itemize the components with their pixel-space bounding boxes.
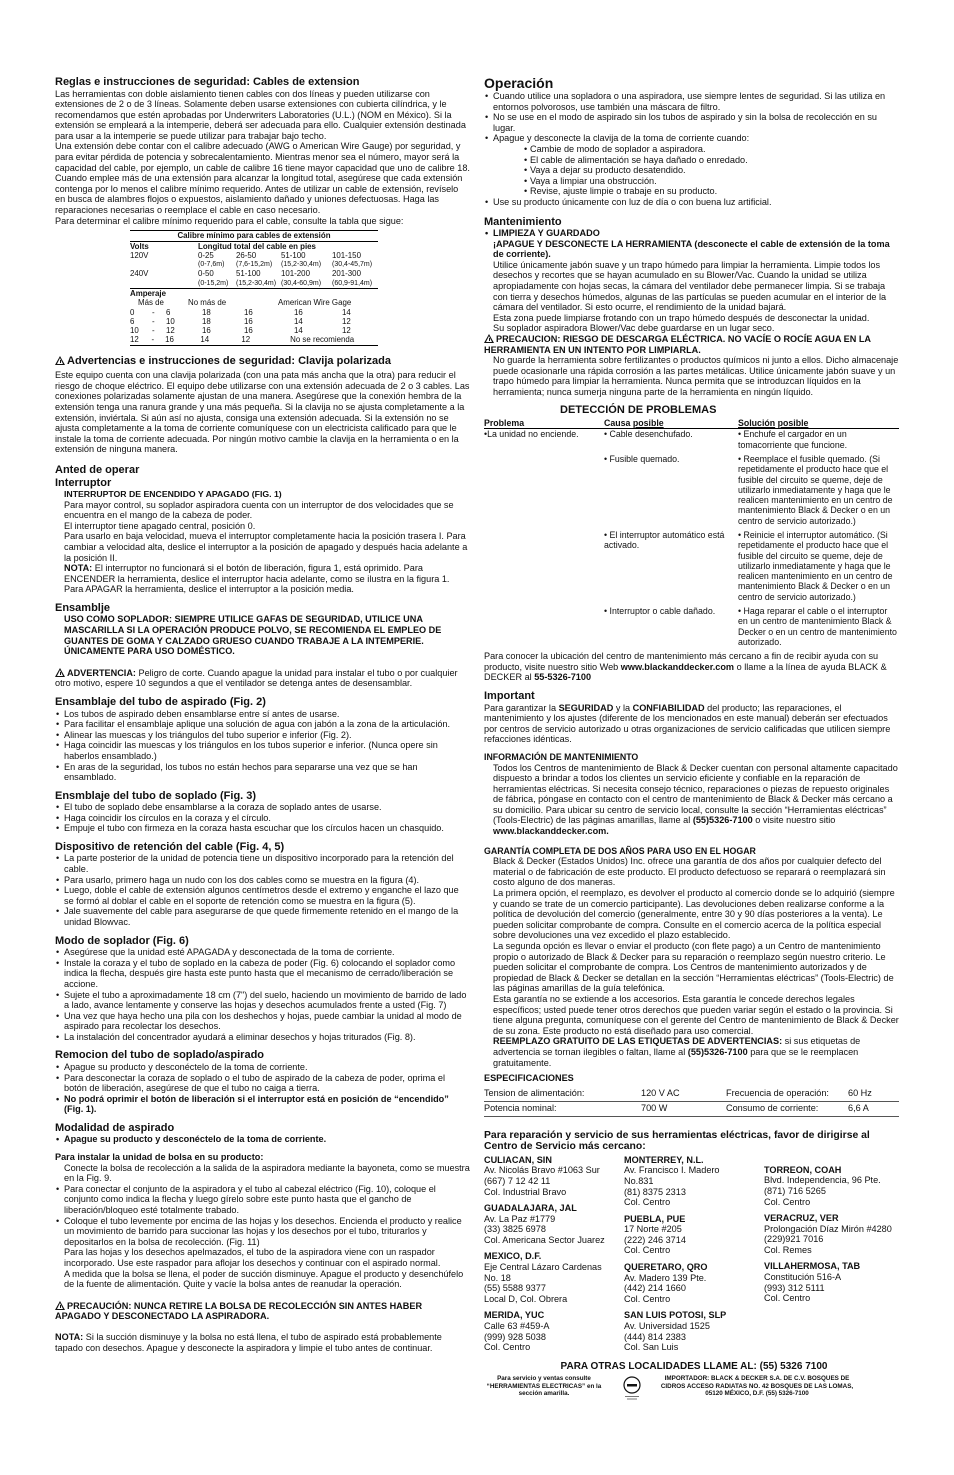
operation-sublist [484,144,899,197]
service-center-city: MONTERREY, N.L. [624,1154,704,1165]
website-link[interactable]: www.blackanddecker.com. [493,826,609,837]
blower-tube-list [55,802,470,834]
list-item: • Cuando utilice una sopladora o una aspiradora, use siempre lentes de seguridad. Si las utiliza en entornos polvorosos, use también una máscara de filtro. [484,91,899,112]
list-item: • Asegúrese que la unidad esté APAGADA y desconectada de la toma de corriente. [55,947,470,958]
warning-icon [55,1301,65,1310]
polarized-plug-paragraph: Este equipo cuenta con una clavija polarizada (con una pata más ancha que la otra) para reducir el riesgo de choque eléctrico. El equipo debe utilizarse con una extensión adecuada de 2 o 3 cables. Las conexiones polarizadas solamente ajustan de una manera. Asegúrese que la conexión hembra de la extensión tenga una ranura grande y una más pequeña. Si la clavija no se ajusta completamente a la extensión, inviértala. Si aún así no ajusta, consiga una extensión adecuada. Si la extensión no se ajusta completamente a la toma de corriente comuníquese con un electricista calificado para que le instale la toma de corriente adecuada. Por ningún motivo cambie la clavija en la herramienta o en la extensión de ninguna manera. [55,370,470,455]
left-column [55,76,470,1353]
operation-list [484,91,899,144]
service-center-city: MEXICO, D.F. [484,1251,542,1262]
service-center-column: TORREON, COAH Blvd. Independencia, 96 Pte. (871) 716 5265 Col. Centro VERACRUZ, VER Prolongación Díaz Mirón #4280 (229)921 7016 Col. Remes VILLAHERMOSA, TAB Constitución 516-A (993) 312 5111 Col. Centro [764,1155,899,1353]
gauge-length-label: Longitud total del cable en pies [198,241,316,251]
troubleshooting-table [484,418,899,647]
gauge-amp-row: 12 - 16 14 12 No se recomienda [130,335,355,345]
maintenance-paragraph-1: Utilice únicamente jabón suave y un trapo húmedo para limpiar la herramienta. Limpie todos los desechos y recortes que se hayan acumulado en su Blower/Vac. Cuando la unidad se utiliza apropiadamente con hojas secas, la cámara del ventilador debe permanecer limpia. Si se trabaja con tierra y desechos húmedos, algunas de las partículas se pueden acumular en el interior de la cámara del ventilador. Si esto ocurre, el rendimiento de la unidad bajará. [493,259,887,313]
list-item: • Para conectar el conjunto de la aspiradora y el tubo al cabezal eléctrico (Fig. 10), coloque el conjunto como indica la flecha y luego gírelo sobre este punto hasta que el gancho de liberación/bloqueo esté totalmente trabado. [55,1184,470,1216]
other-locations-call: PARA OTRAS LOCALIDADES LLAME AL: (55) 5326 7100 [560,1361,828,1372]
nom-logo-icon [612,1375,652,1404]
gauge-row: (0-15,2m) (15,2-30,4m) (30,4-60,9m) (60,9-91,4m) [198,279,373,287]
assembly-title: Ensamblje [55,601,111,614]
list-item: • No se use en el modo de aspirado sin los tubos de aspirado y sin la bolsa de recolección en su lugar. [484,112,899,133]
maintenance-caution: PRECAUCION: RIESGO DE DESCARGA ELÉCTRICA. NO VACÍE O ROCÍE AGUA EN LA HERRAMIENTA EN UN INTENTO POR LIMPIARLA. [484,333,871,355]
operation-title: Operación [484,75,554,91]
footer [484,1355,904,1404]
list-item: • Instale la coraza y el tubo de soplado en la cabeza de poder (Fig. 6) colocando el soplador como indica la flecha, después gire hasta este punto hasta que el mecanismo de cerrado/liberación se accione. [55,958,470,990]
gauge-amp-row: 0 - 6 18 16 16 14 [130,307,351,317]
switch-subtitle: INTERRUPTOR DE ENCENDIDO Y APAGADO (FIG. 1) [64,489,282,500]
bag-install-paragraph-1: Conecte la bolsa de recolección a la salida de la aspiradora mediante la bayoneta, como se muestra en la Fig. 9. [64,1162,470,1184]
switch-paragraph-2: El interruptor tiene apagado central, posición 0. [64,520,256,531]
service-location-paragraph: Para conocer la ubicación del centro de mantenimiento más cercano a fin de recibir ayuda con su producto, visite nuestro sitio Web www.blackanddecker.com o llame a la línea de ayuda BLACK & DECKER al 55-5326-7100 [484,651,887,683]
list-item: • Una vez que haya hecho una pila con los deshechos y hojas, puede cambiar la unidad al modo de aspirado para recolectar los desechos. [55,1011,470,1032]
cord-retention-title: Dispositivo de retención del cable (Fig. 4, 5) [55,840,285,853]
service-center-city: GUADALAJARA, JAL [484,1203,577,1214]
blower-mode-list [55,947,470,1042]
service-center-city: SAN LUIS POTOSI, SLP [624,1310,727,1321]
service-center-city: TORREON, COAH [764,1164,842,1175]
switch-paragraph-3: Para usarlo en baja velocidad, mueva el interruptor completamente hacia la posición trasera I. Para cambiar a velocidad alta, deslice el interruptor a la posición de apagado y después hacia adelante a la posición II. [64,531,468,563]
list-item: • Apague su producto y desconéctelo de la toma de corriente. [55,1134,470,1145]
extension-cord-paragraph-3: Para determinar el calibre mínimo requerido para el cable, consulte la tabla que sigue: [55,215,404,226]
list-item: • Alinear las muescas y los triángulos del tubo superior e inferior (Fig. 2). [55,730,470,741]
list-item: • Luego, doble el cable de extensión algunos centímetros desde el extremo y enganche el lazo que se formó al doblar el cable en el soporte de retención como se muestra en la figura (5). [55,885,470,906]
before-operating-title: Anted de operar [55,464,140,477]
vacuum-tube-list [55,709,470,783]
service-center-column: MONTERREY, N.L. Av. Francisco I. Madero No.831 (81) 8375 2313 Col. Centro PUEBLA, PUE 17 Norte #205 (222) 246 3714 Col. Centro QUERETARO, QRO Av. Madero 139 Pte. (442) 214 1660 Col. Centro SAN LUIS POTOSI, SLP Av. Universidad 1525 (444) 814 2383 Col. San Luis [624,1155,764,1353]
list-item: • Para desconectar la coraza de soplado o el tubo de aspirado de la cabeza de poder, oprima el botón de liberación, asegúrese de que el tubo no caiga a tierra. [55,1073,470,1094]
service-centers-title: Para reparación y servicio de sus herramientas eléctricas, favor de dirigirse al Centro de Servicio más cercano: [484,1129,870,1153]
list-item: • Para usarlo, primero haga un nudo con los dos cables como se muestra en la figura (4). [55,875,470,886]
list-item: • Jale suavemente del cable para asegurarse de que quede firmemente retenido en el mango de la unidad Blowvac. [55,906,470,927]
service-center-city: QUERETARO, QRO [624,1262,708,1273]
table-row: Potencia nominal: 700 W Consumo de corriente: 6,6 A [484,1102,899,1117]
maintenance-subtitle: • LIMPIEZA Y GUARDADO [484,228,899,239]
blower-tube-title: Ensmblaje del tubo de soplado (Fig. 3) [55,789,257,802]
warning-icon [55,356,65,365]
warranty-title: GARANTÍA COMPLETA DE DOS AÑOS PARA USO EN EL HOGAR [484,845,756,856]
yellow-pages-note: Para servicio y ventas consulte “HERRAMIENTAS ELECTRICAS” en la sección amarilla. [486,1375,602,1397]
warranty-paragraph-2: La primera opción, el reemplazo, es devolver el producto al comercio donde se lo adquirió (siempre y cuando se trate de un comercio participante). Las devoluciones deben realizarse conforme a la política de devolución del comercio (generalmente, entre 30 y 90 días posteriores a la venta). Le pueden solicitar comprobante de compra. Consulte en el comercio acerca de la política especial sobre devoluciones una vez excedido el plazo establecido. [493,888,895,941]
extension-cord-paragraph-2: Una extensión debe contar con el calibre adecuado (AWG o American Wire Gauge) por seguridad, y para evitar pérdida de potencia y sobrecalentamiento. Mientras menor sea el número, mayor será la capacidad del cable, por ejemplo, un cable de calibre 16 tiene mayor capacidad que uno de calibre 18. Cuando emplee más de una extensión para alcanzar la longitud total, asegúrese que cada extensión contenga por lo menos el calibre mínimo requerido. Antes de utilizar un cable de extensión, revíselo en busca de alambres flojos o expuestos, aislamiento dañado y uniones defectuosas. Haga las reparaciones necesarias o reemplace el cable en caso necesario. [55,141,470,216]
maintenance-info-title: INFORMACIÓN DE MANTENIMIENTO [484,751,639,762]
warning-icon [484,334,494,343]
list-item: • Vaya a dejar su producto desatendido. [524,165,899,176]
vacuum-mode-list [55,1134,470,1145]
right-column [484,76,899,1353]
switch-note: NOTA: El interruptor no funcionará si el botón de liberación, figura 1, está oprimido. Para ENCENDER la herramienta, deslice el interruptor hacia adelante, como se ilustra en la figura 1. Para APAGAR la herramienta, deslice el interruptor a la posición media. [64,563,450,595]
service-centers [484,1155,899,1353]
gauge-table: Calibre mínimo para cables de extensión Volts Longitud total del cable en pies 120V 0-25 26-50 51-100 101-150 (0-7,6m) (7,6-15,2m) (15,2-30,4m) (30,4-45,7m) 240V 0-50 51-100 101-200 201-300 (0-15,2m) (15,2-30,4m) (30,4-60,9m) (60,9-91,4m) Amperaje Más de No más de American Wire Gage 0 - 6 18 16 16 14 6 - 10 18 16 14 12 10 - 12 16 16 14 12 12 - 16 14 12 No se recomienda [130,230,378,346]
gauge-volts-label: Volts [130,241,149,251]
helpline-number: 55-5326-7100 [534,672,592,683]
specifications-title: ESPECIFICACIONES [484,1073,574,1084]
bag-install-title: Para instalar la unidad de bolsa en su producto: [55,1152,264,1163]
vacuum-tube-title: Ensamblaje del tubo de aspirado (Fig. 2) [55,696,266,709]
extension-cord-paragraph-1: Las herramientas con doble aislamiento tienen cables con dos líneas y pueden utilizarse con extensiones de 2 o de 3 líneas. Solamente deben usarse extensiones con cubierta cilíndrica, y le recomendamos que estén aprobadas por Underwriters Laboratories (U.L.) (NOM en México). Si la extensión se empleará a la intemperie, deberá ser adecuada para ello. Cualquier extensión destinada para usar a la intemperie se puede utilizar para trabajar bajo techo. [55,88,466,141]
website-link[interactable]: www.blackanddecker.com [620,661,735,672]
importer-info: IMPORTADOR: BLACK & DECKER S.A. DE C.V. BOSQUES DE CIDROS ACCESO RADIATAS NO. 42 BOSQUES DE LAS LOMAS, 05120 MÉXICO, D.F. (55) 5326-7100 [660,1375,854,1397]
vacuum-mode-title: Modalidad de aspirado [55,1121,175,1134]
warranty-labels-paragraph: REEMPLAZO GRATUITO DE LAS ETIQUETAS DE ADVERTENCIAS: si sus etiquetas de advertencia se tornan ilegibles o faltan, llame al (55)5326-7100 para que se le reemplacen gratuitamente. [493,1036,861,1068]
maintenance-warning: ¡APAGUE Y DESCONECTE LA HERRAMIENTA (desconecte el cable de extensión de la toma de corriente). [493,238,890,260]
warning-icon [55,668,65,677]
bag-install-paragraph-2: Para las hojas y los desechos apelmazados, el tubo de la aspiradora viene con un raspador incorporado. Use este raspador para aflojar los desechos y continuar con el aspirado normal. [64,1247,441,1268]
list-item: • Vaya a limpiar una obstrucción. [524,176,899,187]
assembly-warning: USO COMO SOPLADOR: SIEMPRE UTILICE GAFAS DE SEGURIDAD, UTILICE UNA MASCARILLA SI LA OPERACIÓN PRODUCE POLVO, SE RECOMIENDA EL EMPLEO DE GUANTES DE GOMA Y CALZADO GRUESO CUANDO TRABAJE A LA INTEMPERIE. ÚNICAMENTE PARA USO DOMÉSTICO. [64,614,442,657]
gauge-row: (0-7,6m) (7,6-15,2m) (15,2-30,4m) (30,4-45,7m) [198,261,373,269]
troubleshooting-title: DETECCIÓN DE PROBLEMAS [560,403,717,416]
warranty-paragraph-3: La segunda opción es llevar o enviar el producto (con flete pago) a un Centro de mantenimiento propio o autorizado de Black & Decker para su reparación o reemplazo según nuestro criterio. Le pueden solicitar el comprobante de compra. Los Centros de mantenimiento autorizados y de propiedad de Black & Decker se detallan en la sección “Herramientas eléctricas” (Tools-Electric) de las páginas amarillas de la guía telefónica. [493,941,894,994]
list-item: • Revise, ajuste limpie o trabaje en su producto. [524,186,899,197]
gauge-amperage-label: Amperaje [130,288,378,298]
gauge-row: 120V 0-25 26-50 51-100 101-150 [130,250,361,260]
list-item: • Cambie de modo de soplador a aspiradora. [524,144,899,155]
table-row: •La unidad no enciende. • Cable desenchufado. • Enchufe el cargador en un tomacorriente que funcione. [484,429,848,450]
maintenance-paragraph-2: Esta zona puede limpiarse frotando con un trapo húmedo después de desconectar la unidad. [493,312,870,323]
switch-paragraph-1: Para mayor control, su soplador aspiradora cuenta con un interruptor de dos velocidades que se encuentra en el mango de la cabeza de poder. [64,499,454,521]
maintenance-title: Mantenimiento [484,215,562,228]
troubleshooting-header: Problema Causa posible Solución posible [484,418,899,429]
list-item: • El tubo de soplado debe ensamblarse a la coraza de soplado antes de usarse. [55,802,470,813]
switch-title: Interruptor [55,476,112,489]
bag-install-list [55,1184,470,1248]
warranty-paragraph-1: Black & Decker (Estados Unidos) Inc. ofrece una garantía de dos años por cualquier defecto del material o de fabricación de este producto. El producto defectuoso se reparará o reemplazará sin costo alguno de dos maneras. [493,856,886,888]
list-item: • Coloque el tubo levemente por encima de las hojas y los desechos. Encienda el producto y realice un movimiento de barrido para succionar las hojas y los desechos por el tubo, triturarlos y depositarlos en la bolsa de recolección. (Fig. 11) [55,1216,470,1248]
list-item: • Haga coincidir las muescas y los triángulos en los tubos superior e inferior. (Nunca opere sin haberlos ensamblado.) [55,740,470,761]
extension-cord-title: Reglas e instrucciones de seguridad: Cables de extension [55,76,360,88]
list-item: • Apague su producto y desconéctelo de la toma de corriente. [55,1062,470,1073]
service-center-city: VERACRUZ, VER [764,1213,839,1224]
service-center-city: PUEBLA, PUE [624,1213,686,1224]
important-title: Important [484,690,535,703]
service-center-city: CULIACAN, SIN [484,1154,552,1165]
table-row: • El interruptor automático está activado. • Reinicie el interruptor automático. (Si repetidamente el producto hace que el fusible del circuito se queme, deje de utilizarlo inmediatamente y haga que le realicen mantenimiento en un centro de mantenimiento Black & Decker o en un centro de servicio autorizado.) [604,530,893,602]
service-center-column: CULIACAN, SIN Av. Nicolás Bravo #1063 Sur (667) 7 12 42 11 Col. Industrial Bravo GUADALAJARA, JAL Av. La Paz #1779 (33) 3825 6978 Col. Americana Sector Juarez MEXICO, D.F. Eje Central Lázaro Cardenas No. 18 (55) 5588 9377 Local D, Col. Obrera MERIDA, YUC Calle 63 #459-A (999) 928 5038 Col. Centro [484,1155,624,1353]
important-paragraph: Para garantizar la SEGURIDAD y la CONFIABILIDAD del producto; las reparaciones, el mantenimiento y los ajustes (diferente de los mencionados en este manual) deberán ser efectuados por centros de servicio autorizado u otras organizaciones de servicio calificadas que utilicen siempre refacciones idénticas. [484,702,891,745]
list-item: • Apague y desconecte la clavija de la toma de corriente cuando: [484,133,899,144]
tube-removal-title: Remocion del tubo de soplado/aspirado [55,1049,265,1062]
gauge-row: 240V 0-50 51-100 101-200 201-300 [130,269,361,279]
list-item: • Sujete el tubo a aproximadamente 18 cm (7") del suelo, haciendo un movimiento de barrido de lado a lado, avance lentamente y conserve las hojas y desechos acumulados frente a usted (Fig. 7) [55,990,470,1011]
list-item: • Los tubos de aspirado deben ensamblarse entre sí antes de usarse. [55,709,470,720]
table-row: • Fusible quemado. • Reemplace el fusible quemado. (Si repetidamente el producto hace que el fusible del circuito se queme, deje de utilizarlo inmediatamente y haga que le realicen mantenimiento en un centro de mantenimiento Black & Decker o en un centro de servicio autorizado.) [604,453,893,526]
maintenance-info-paragraph: Todos los Centros de mantenimiento de Black & Decker cuentan con personal altamente capacitado dispuesto a brindar a todos los clientes un servicio eficiente y confiable en la reparación de herramientas eléctricas. Si necesita consejo técnico, reparaciones o piezas de repuesto originales de fábrica, póngase en contacto con el centro de mantenimiento de Black & Decker más cercano a su domicilio. Para ubicar su centro de servicio local, consulte la sección “Herramientas eléctricas” (Tools-Electric) de las páginas amarillas, llame al (55)5326-7100 o visite nuestro sitio www.blackanddecker.com. [493,762,898,837]
list-item: • La parte posterior de la unidad de potencia tiene un dispositivo incorporado para la retención del cable. [55,853,470,874]
table-row: Tension de alimentación: 120 V AC Frecuencia de operación: 60 Hz [484,1087,899,1102]
cut-warning: ADVERTENCIA: Peligro de corte. Cuando apague la unidad para instalar el tubo o por cualquier otro motivo, espere 10 segundos a que el ventilador se detenga antes de desensamblar. [55,667,458,689]
maintenance-paragraph-4: No guarde la herramienta sobre fertilizantes o productos químicos ni junto a ellos. Dicho almacenaje puede ocasionarle una rápida corrosión a las partes metálicas. Utilice únicamente jabón suave y un trapo húmedo para limpiar la herramienta. Nunca permita que se introduzcan líquidos en la herramienta; nunca sumerja ninguna parte de la herramienta en ningún líquido. [493,355,899,397]
gauge-amp-row: 6 - 10 18 16 14 12 [130,316,351,326]
table-row: • Interruptor o cable dañado. • Haga reparar el cable o el interruptor en un centro de mantenimiento Black & Decker o en un centro de mantenimiento autorizado. [604,606,897,647]
list-item: • El cable de alimentación se haya dañado o enredado. [524,155,899,166]
list-item: • Para facilitar el ensamblaje aplique una solución de agua con jabón a la zona de la articulación. [55,719,470,730]
list-item: • Use su producto únicamente con luz de día o con buena luz artificial. [484,197,899,208]
list-item: • La instalación del concentrador ayudará a eliminar desechos y hojas triturados (Fig. 8). [55,1032,470,1043]
maintenance-paragraph-3: Su soplador aspiradora Blower/Vac debe guardarse en un lugar seco. [493,323,775,334]
bag-caution: PRECAUCIÓN: NUNCA RETIRE LA BOLSA DE RECOLECCIÓN SIN ANTES HABER APAGADO Y DESCONECTADO LA ASPIRADORA. [55,1300,423,1322]
suction-note: NOTA: Si la succión disminuye y la bolsa no está llena, el tubo de aspirado está probablemente tapado con desechos. Apague y desconecte la aspiradora y limpie el tubo antes de continuar. [55,1331,442,1353]
bag-install-paragraph-3: A medida que la bolsa se llena, el poder de succión disminuye. Apague el producto y desenchúfelo de la fuente de alimentación. Quite y vacíe la bolsa antes de reanudar la operación. [64,1268,464,1290]
gauge-table-title: Calibre mínimo para cables de extensión [130,231,378,241]
list-item: • En aras de la seguridad, los tubos no están hechos para separarse una vez que se han ensamblado. [55,762,470,783]
service-center-city: VILLAHERMOSA, TAB [764,1261,861,1272]
warranty-paragraph-4: Esta garantía no se extiende a los accesorios. Esta garantía le concede derechos legales específicos; usted puede tener otros derechos que pueden variar según el estado o la provincia. Si tiene alguna pregunta, comuníquese con el gerente del Centro de mantenimiento de Black & Decker de su zona. Este producto no está diseñado para uso comercial. [493,993,899,1036]
specifications-table [484,1087,899,1117]
tube-removal-list [55,1062,470,1115]
list-item: • Haga coincidir los círculos en la coraza y el círculo. [55,813,470,824]
polarized-plug-title: Advertencias e instrucciones de seguridad: Clavija polarizada [55,355,470,368]
list-item: • Empuje el tubo con firmeza en la coraza hasta escuchar que los círculos hacen un chasquido. [55,823,470,834]
gauge-amp-row: 10 - 12 16 16 14 12 [130,326,351,336]
cord-retention-list [55,853,470,927]
blower-mode-title: Modo de soplador (Fig. 6) [55,934,189,947]
service-center-city: MERIDA, YUC [484,1310,545,1321]
list-item: • No podrá oprimir el botón de liberación si el interruptor está en posición de “encendido” (Fig. 1). [55,1094,470,1115]
